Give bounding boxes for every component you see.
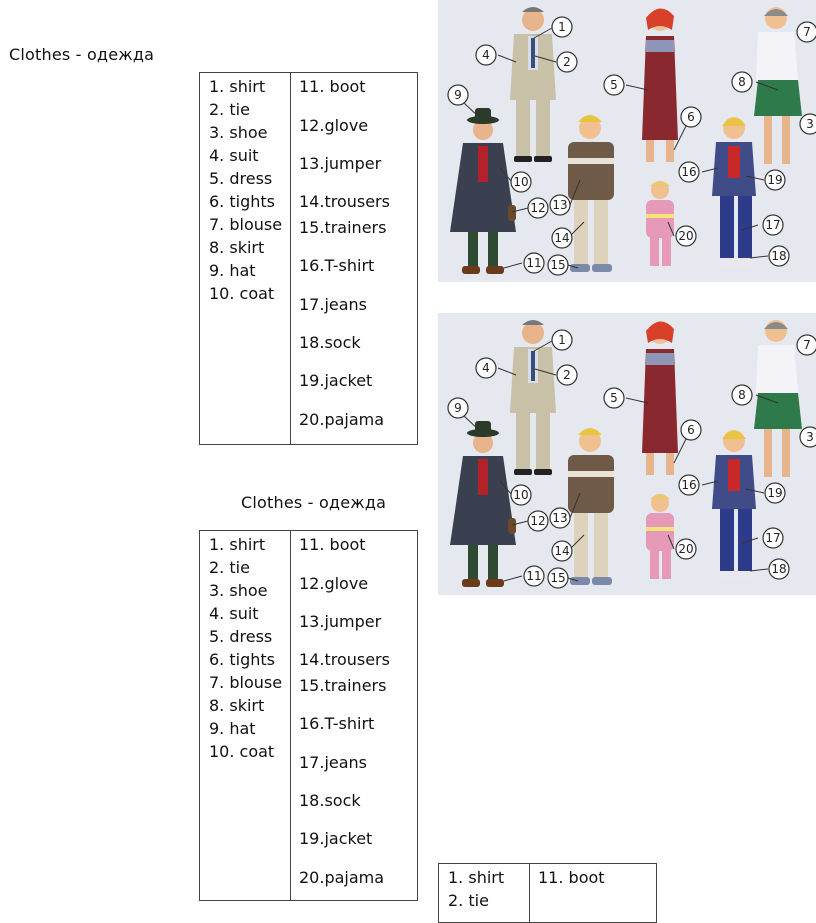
vocabulary-table: [199, 530, 418, 901]
svg-text:12: 12: [530, 201, 546, 215]
svg-text:17: 17: [765, 218, 781, 232]
label-bubbles: [438, 313, 816, 595]
label-bubble: [552, 17, 572, 37]
svg-text:15: 15: [550, 258, 566, 272]
label-bubble: [769, 246, 789, 266]
list-item: 20.pajama: [299, 410, 385, 429]
svg-text:2: 2: [563, 368, 571, 382]
svg-text:1: 1: [558, 333, 566, 347]
label-bubble: [604, 388, 624, 408]
list-item: 7. blouse: [209, 673, 283, 692]
svg-text:14: 14: [554, 231, 570, 245]
svg-text:5: 5: [610, 391, 618, 405]
svg-text:16: 16: [681, 165, 697, 179]
svg-text:8: 8: [738, 388, 746, 402]
list-item: 1. shirt: [448, 868, 505, 887]
label-bubble: [511, 485, 531, 505]
column-divider: [290, 73, 291, 444]
svg-text:11: 11: [526, 256, 542, 270]
page-title: Clothes - одежда: [9, 45, 155, 64]
vocabulary-table: [199, 72, 418, 445]
label-bubble: [557, 52, 577, 72]
list-item: 9. hat: [209, 261, 256, 280]
label-bubble: [548, 255, 568, 275]
svg-text:15: 15: [550, 571, 566, 585]
label-bubble: [524, 253, 544, 273]
svg-text:3: 3: [806, 430, 814, 444]
list-item: 5. dress: [209, 169, 273, 188]
list-item: 1. shirt: [209, 535, 266, 554]
label-bubble: [524, 566, 544, 586]
section-title: Clothes - одежда: [241, 493, 387, 512]
column-divider: [529, 864, 530, 922]
list-item: 18.sock: [299, 791, 361, 810]
svg-text:4: 4: [482, 361, 490, 375]
label-bubble: [550, 195, 570, 215]
list-item: 16.T-shirt: [299, 714, 375, 733]
clothes-illustration: [438, 0, 816, 282]
list-item: 10. coat: [209, 284, 275, 303]
list-item: 2. tie: [448, 891, 489, 910]
list-item: 12.glove: [299, 574, 369, 593]
svg-text:11: 11: [526, 569, 542, 583]
list-item: 4. suit: [209, 604, 259, 623]
label-bubble: [732, 72, 752, 92]
svg-text:4: 4: [482, 48, 490, 62]
list-item: 6. tights: [209, 650, 275, 669]
list-item: 20.pajama: [299, 868, 385, 887]
list-item: 1. shirt: [209, 77, 266, 96]
label-bubble: [552, 330, 572, 350]
svg-text:18: 18: [771, 249, 787, 263]
svg-text:3: 3: [806, 117, 814, 131]
svg-text:20: 20: [678, 542, 694, 556]
list-item: 11. boot: [299, 535, 366, 554]
svg-text:1: 1: [558, 20, 566, 34]
svg-text:19: 19: [767, 173, 783, 187]
svg-text:9: 9: [454, 88, 462, 102]
list-item: 8. skirt: [209, 696, 265, 715]
svg-text:9: 9: [454, 401, 462, 415]
list-item: 2. tie: [209, 100, 250, 119]
label-bubble: [557, 365, 577, 385]
svg-text:18: 18: [771, 562, 787, 576]
label-bubble: [681, 420, 701, 440]
label-bubble: [679, 475, 699, 495]
label-bubble: [679, 162, 699, 182]
svg-text:16: 16: [681, 478, 697, 492]
label-bubble: [448, 398, 468, 418]
list-item: 7. blouse: [209, 215, 283, 234]
label-bubble: [800, 427, 816, 447]
list-item: 13.jumper: [299, 154, 382, 173]
svg-text:7: 7: [803, 338, 811, 352]
list-item: 6. tights: [209, 192, 275, 211]
label-bubble: [765, 483, 785, 503]
list-item: 19.jacket: [299, 829, 373, 848]
list-item: 17.jeans: [299, 295, 368, 314]
label-bubble: [552, 541, 572, 561]
list-item: 12.glove: [299, 116, 369, 135]
label-bubble: [448, 85, 468, 105]
list-item: 3. shoe: [209, 581, 268, 600]
svg-text:7: 7: [803, 25, 811, 39]
list-item: 9. hat: [209, 719, 256, 738]
list-item: 18.sock: [299, 333, 361, 352]
clothes-illustration: [438, 313, 816, 595]
label-bubble: [681, 107, 701, 127]
label-bubble: [552, 228, 572, 248]
column-divider: [290, 531, 291, 900]
svg-text:19: 19: [767, 486, 783, 500]
label-bubble: [511, 172, 531, 192]
svg-text:6: 6: [687, 423, 695, 437]
label-bubble: [763, 528, 783, 548]
list-item: 13.jumper: [299, 612, 382, 631]
list-item: 3. shoe: [209, 123, 268, 142]
label-bubble: [604, 75, 624, 95]
svg-text:14: 14: [554, 544, 570, 558]
svg-text:2: 2: [563, 55, 571, 69]
svg-text:10: 10: [513, 488, 529, 502]
label-bubble: [676, 539, 696, 559]
svg-text:6: 6: [687, 110, 695, 124]
label-bubble: [550, 508, 570, 528]
label-bubble: [763, 215, 783, 235]
list-item: 17.jeans: [299, 753, 368, 772]
label-bubble: [476, 358, 496, 378]
label-bubble: [769, 559, 789, 579]
list-item: 4. suit: [209, 146, 259, 165]
list-item: 11. boot: [538, 868, 605, 887]
label-bubbles: [438, 0, 816, 282]
label-bubble: [797, 335, 816, 355]
label-bubble: [528, 198, 548, 218]
svg-text:13: 13: [552, 511, 568, 525]
list-item: 16.T-shirt: [299, 256, 375, 275]
svg-text:17: 17: [765, 531, 781, 545]
label-bubble: [797, 22, 816, 42]
label-bubble: [528, 511, 548, 531]
list-item: 19.jacket: [299, 371, 373, 390]
svg-text:12: 12: [530, 514, 546, 528]
list-item: 5. dress: [209, 627, 273, 646]
svg-text:5: 5: [610, 78, 618, 92]
svg-text:20: 20: [678, 229, 694, 243]
list-item: 14.trousers: [299, 650, 390, 669]
list-item: 2. tie: [209, 558, 250, 577]
list-item: 10. coat: [209, 742, 275, 761]
list-item: 15.trainers: [299, 676, 387, 695]
list-item: 11. boot: [299, 77, 366, 96]
svg-text:13: 13: [552, 198, 568, 212]
svg-text:8: 8: [738, 75, 746, 89]
label-bubble: [548, 568, 568, 588]
vocabulary-table: [438, 863, 657, 923]
label-bubble: [765, 170, 785, 190]
label-bubble: [732, 385, 752, 405]
list-item: 14.trousers: [299, 192, 390, 211]
label-bubble: [476, 45, 496, 65]
label-bubble: [800, 114, 816, 134]
list-item: 15.trainers: [299, 218, 387, 237]
svg-text:10: 10: [513, 175, 529, 189]
label-bubble: [676, 226, 696, 246]
list-item: 8. skirt: [209, 238, 265, 257]
